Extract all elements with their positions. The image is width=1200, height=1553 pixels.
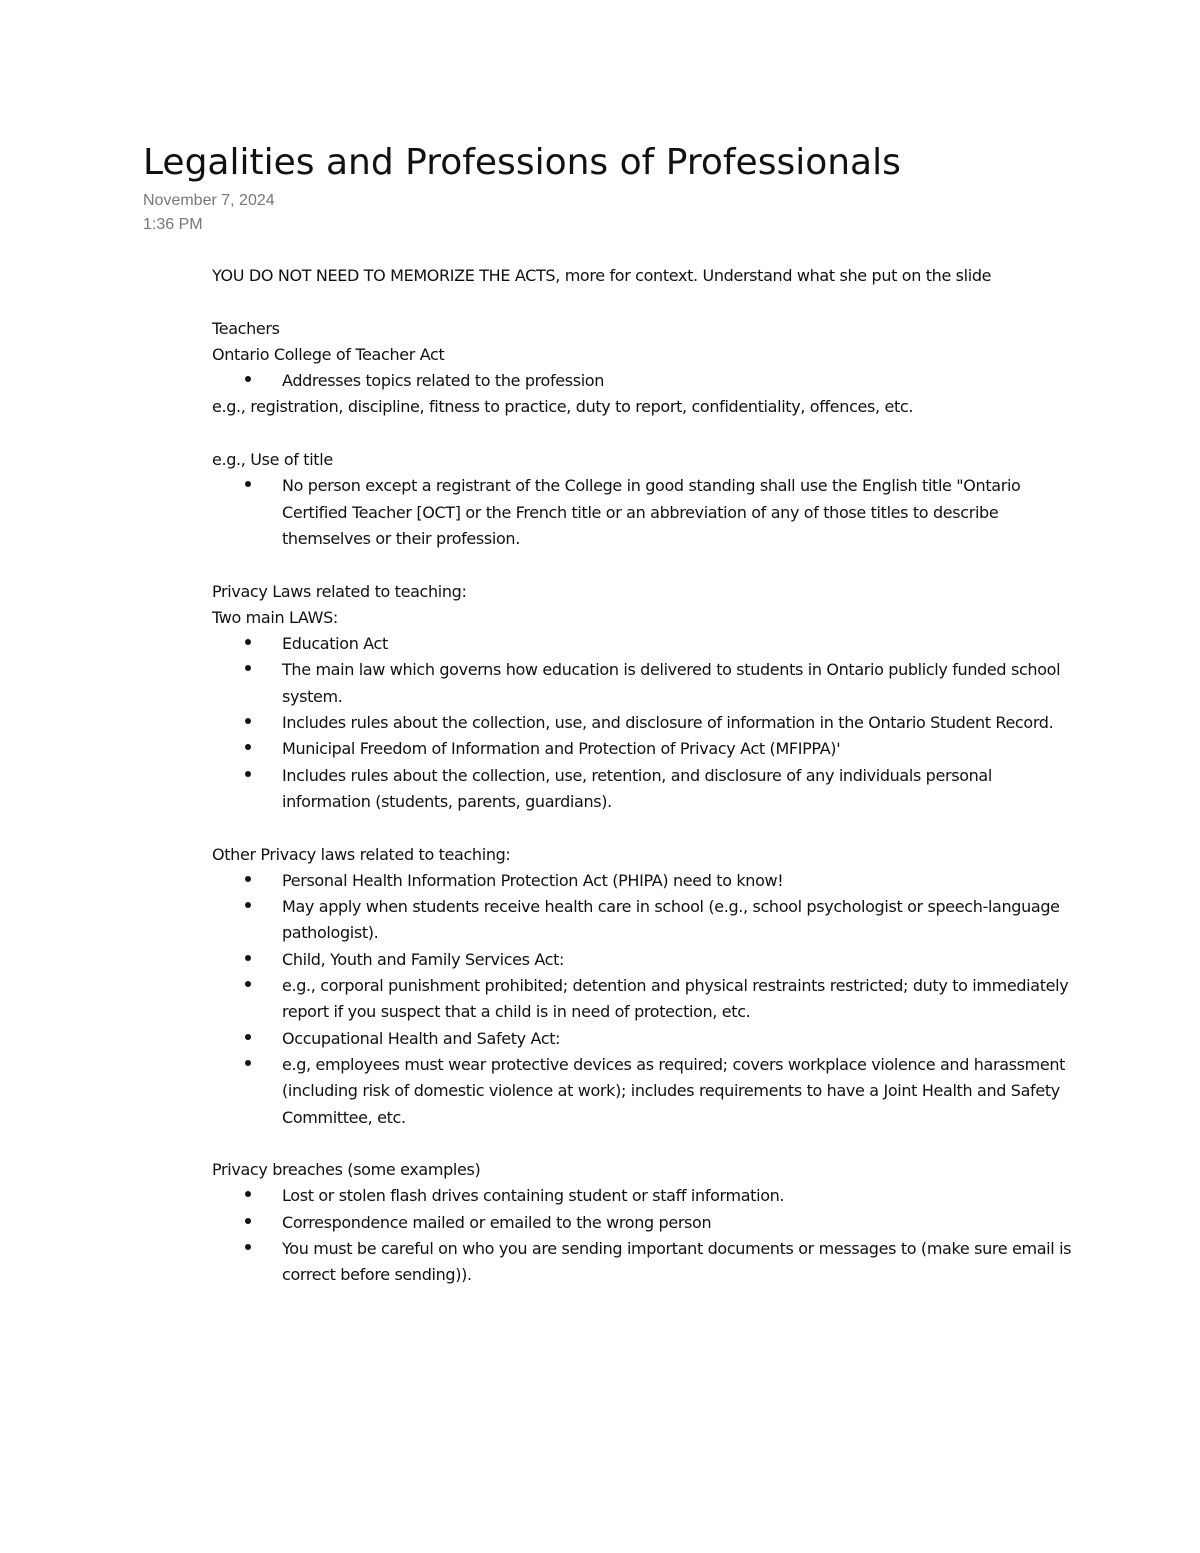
- list-item-text: e.g., corporal punishment prohibited; detention and physical restraints restricted; duty to immediately report if you suspect that a child is in need of protection, etc.: [282, 976, 1069, 1022]
- list-item-text: Includes rules about the collection, use, and disclosure of information in the Ontario Student Record.: [282, 713, 1054, 733]
- use-of-title-heading: e.g., Use of title: [212, 450, 333, 470]
- list-item-text: No person except a registrant of the College in good standing shall use the English title "Ontario Certified Teacher [OCT] or the French title or an abbreviation of any of those titles to describe themselves or their profession.: [282, 476, 1021, 548]
- bullet-icon: [245, 1060, 251, 1066]
- spacer: [212, 552, 1072, 578]
- teachers-bullet-list: [212, 368, 1072, 394]
- note-body: [212, 263, 1072, 1289]
- bullet-icon: [245, 639, 251, 645]
- privacy-laws-subheading: Two main LAWS:: [212, 607, 338, 627]
- privacy-laws-bullet-list: [212, 631, 1072, 815]
- list-item: [212, 947, 1072, 973]
- list-item: [212, 710, 1072, 736]
- list-item-text: Education Act: [282, 634, 388, 654]
- list-item: [212, 736, 1072, 762]
- bullet-icon: [245, 744, 251, 750]
- bullet-icon: [245, 1034, 251, 1040]
- list-item: [212, 657, 1072, 710]
- privacy-breaches-heading: Privacy breaches (some examples): [212, 1160, 481, 1180]
- page-title: Legalities and Professions of Professionals: [143, 142, 901, 183]
- spacer: [212, 421, 1072, 447]
- list-item-text: May apply when students receive health care in school (e.g., school psychologist or speech-language pathologist).: [282, 897, 1060, 943]
- teachers-heading: Teachers: [212, 318, 280, 338]
- bullet-icon: [245, 955, 251, 961]
- bullet-icon: [245, 876, 251, 882]
- bullet-icon: [245, 481, 251, 487]
- bullet-icon: [245, 981, 251, 987]
- list-item-text: Personal Health Information Protection Act (PHIPA) need to know!: [282, 870, 784, 890]
- list-item-text: e.g, employees must wear protective devices as required; covers workplace violence and harassment (including risk of domestic violence at work); includes requirements to have a Joint Health and Safety Committee, etc.: [282, 1054, 1066, 1127]
- list-item-text: Municipal Freedom of Information and Protection of Privacy Act (MFIPPA)': [282, 739, 841, 759]
- other-privacy-laws-bullet-list: [212, 868, 1072, 1131]
- list-item: [212, 973, 1072, 1026]
- list-item: [212, 1210, 1072, 1236]
- list-item: [212, 894, 1072, 947]
- note-time: 1:36 PM: [143, 216, 203, 233]
- list-item-text: Occupational Health and Safety Act:: [282, 1028, 561, 1048]
- spacer: [212, 815, 1072, 841]
- list-item-text: You must be careful on who you are sending important documents or messages to (make sure email is correct before sending)).: [282, 1238, 1072, 1285]
- list-item-text: Child, Youth and Family Services Act:: [282, 949, 565, 969]
- list-item: [212, 763, 1072, 816]
- bullet-icon: [245, 1191, 251, 1197]
- spacer: [212, 289, 1072, 315]
- privacy-laws-heading: Privacy Laws related to teaching:: [212, 581, 467, 601]
- list-item-text: Addresses topics related to the profession: [282, 371, 605, 391]
- list-item-text: Lost or stolen flash drives containing student or staff information.: [282, 1186, 785, 1206]
- bullet-icon: [245, 376, 251, 382]
- list-item: [212, 1183, 1072, 1209]
- list-item: [212, 368, 1072, 394]
- use-of-title-bullet-list: [212, 473, 1072, 552]
- bullet-icon: [245, 665, 251, 671]
- teachers-act: Ontario College of Teacher Act: [212, 344, 445, 364]
- list-item: [212, 1052, 1072, 1131]
- bullet-icon: [245, 771, 251, 777]
- bullet-icon: [245, 718, 251, 724]
- spacer: [212, 1131, 1072, 1157]
- bullet-icon: [245, 1218, 251, 1224]
- list-item-text: The main law which governs how education is delivered to students in Ontario publicly funded school system.: [282, 660, 1061, 706]
- other-privacy-laws-heading: Other Privacy laws related to teaching:: [212, 844, 511, 864]
- list-item: [212, 631, 1072, 657]
- list-item: [212, 1236, 1072, 1289]
- list-item: [212, 868, 1072, 894]
- bullet-icon: [245, 902, 251, 908]
- intro-note: YOU DO NOT NEED TO MEMORIZE THE ACTS, more for context. Understand what she put on the slide: [212, 266, 992, 285]
- list-item-text: Includes rules about the collection, use, retention, and disclosure of any individuals personal information (students, parents, guardians).: [282, 765, 992, 811]
- list-item-text: Correspondence mailed or emailed to the wrong person: [282, 1212, 712, 1232]
- bullet-icon: [245, 1244, 251, 1250]
- list-item: [212, 473, 1072, 552]
- privacy-breaches-bullet-list: [212, 1183, 1072, 1288]
- list-item: [212, 1026, 1072, 1052]
- note-date: November 7, 2024: [143, 192, 275, 209]
- teachers-examples: e.g., registration, discipline, fitness to practice, duty to report, confidentiality, offences, etc.: [212, 397, 914, 417]
